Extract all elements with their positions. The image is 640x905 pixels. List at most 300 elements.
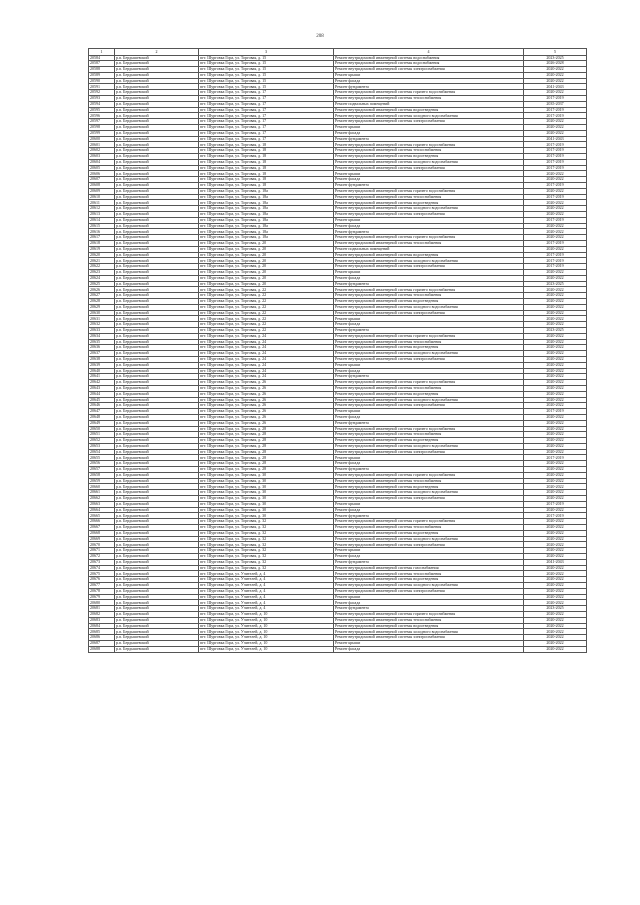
cell-address: пгт. Шурговка Гора, ул. Торговая, д. 18а bbox=[199, 229, 334, 235]
cell-settlement: р.п. Бердышевский bbox=[115, 606, 199, 612]
cell-period: 2017-2019 bbox=[524, 264, 587, 270]
cell-number: 20670 bbox=[89, 542, 115, 548]
cell-number: 20605 bbox=[89, 165, 115, 171]
cell-address: пгт. Шурговка Гора, ул. Торговая, д. 17 bbox=[199, 90, 334, 96]
cell-number: 20676 bbox=[89, 577, 115, 583]
cell-address: пгт. Шурговка Гора, ул. Торговая, д. 18а bbox=[199, 200, 334, 206]
cell-work-type: Ремонт крыши bbox=[334, 409, 524, 415]
cell-number: 20660 bbox=[89, 484, 115, 490]
cell-period: 2023-2025 bbox=[524, 606, 587, 612]
cell-work-type: Ремонт внутридомовой инженерной системы водоснабжения bbox=[334, 61, 524, 67]
cell-settlement: р.п. Бердышевский bbox=[115, 409, 199, 415]
column-header-address: 3 bbox=[199, 49, 334, 56]
cell-address: пгт. Шурговка Гора, ул. Торговая, д. 32 bbox=[199, 554, 334, 560]
cell-number: 20637 bbox=[89, 351, 115, 357]
cell-settlement: р.п. Бердышевский bbox=[115, 484, 199, 490]
cell-period: 2017-2019 bbox=[524, 409, 587, 415]
cell-address: пгт. Шурговка Гора, ул. Торговая, д. 22 bbox=[199, 293, 334, 299]
cell-settlement: р.п. Бердышевский bbox=[115, 72, 199, 78]
cell-work-type: Ремонт внутридомовой инженерной системы электроснабжения bbox=[334, 496, 524, 502]
cell-number: 20636 bbox=[89, 345, 115, 351]
cell-address: пгт. Шурговка Гора, ул. Торговая, д. 15 bbox=[199, 72, 334, 78]
cell-address: пгт. Шурговка Гора, ул. Торговая, д. 26 bbox=[199, 420, 334, 426]
cell-number: 20662 bbox=[89, 496, 115, 502]
cell-number: 20681 bbox=[89, 606, 115, 612]
cell-settlement: р.п. Бердышевский bbox=[115, 217, 199, 223]
cell-address: пгт. Шурговка Гора, ул. Торговая, д. 24 bbox=[199, 374, 334, 380]
cell-work-type: Ремонт внутридомовой инженерной системы теплоснабжения bbox=[334, 525, 524, 531]
cell-settlement: р.п. Бердышевский bbox=[115, 588, 199, 594]
cell-work-type: Ремонт внутридомовой инженерной системы водоотведения bbox=[334, 345, 524, 351]
cell-address: пгт. Шурговка Гора, ул. Торговая, д. 17 bbox=[199, 125, 334, 131]
cell-address: пгт. Шурговка Гора, ул. Торговая, д. 30 bbox=[199, 507, 334, 513]
cell-work-type: Ремонт внутридомовой инженерной системы газоснабжения bbox=[334, 565, 524, 571]
cell-period: 2020-2022 bbox=[524, 519, 587, 525]
cell-number: 20645 bbox=[89, 397, 115, 403]
cell-address: пгт. Шурговка Гора, ул. Торговая, д. 22 bbox=[199, 298, 334, 304]
cell-number: 20667 bbox=[89, 525, 115, 531]
cell-settlement: р.п. Бердышевский bbox=[115, 84, 199, 90]
cell-number: 20627 bbox=[89, 293, 115, 299]
cell-settlement: р.п. Бердышевский bbox=[115, 345, 199, 351]
cell-number: 20649 bbox=[89, 420, 115, 426]
cell-settlement: р.п. Бердышевский bbox=[115, 212, 199, 218]
cell-work-type: Ремонт внутридомовой инженерной системы горячего водоснабжения bbox=[334, 90, 524, 96]
cell-work-type: Ремонт фасада bbox=[334, 78, 524, 84]
cell-address: пгт. Шурговка Гора, ул. Торговая, д. 18 bbox=[199, 165, 334, 171]
cell-number: 20684 bbox=[89, 623, 115, 629]
cell-work-type: Ремонт фундамента bbox=[334, 84, 524, 90]
cell-settlement: р.п. Бердышевский bbox=[115, 281, 199, 287]
cell-settlement: р.п. Бердышевский bbox=[115, 565, 199, 571]
cell-settlement: р.п. Бердышевский bbox=[115, 183, 199, 189]
cell-number: 20599 bbox=[89, 130, 115, 136]
cell-period: 2020-2022 bbox=[524, 223, 587, 229]
cell-number: 20609 bbox=[89, 188, 115, 194]
cell-address: пгт. Шурговка Гора, ул. Торговая, д. 28 bbox=[199, 461, 334, 467]
cell-number: 20625 bbox=[89, 281, 115, 287]
cell-number: 20666 bbox=[89, 519, 115, 525]
cell-number: 20652 bbox=[89, 438, 115, 444]
cell-work-type: Ремонт внутридомовой инженерной системы холодного водоснабжения bbox=[334, 583, 524, 589]
cell-settlement: р.п. Бердышевский bbox=[115, 130, 199, 136]
cell-address: пгт. Шурговка Гора, ул. Учителей, д. 10 bbox=[199, 629, 334, 635]
cell-number: 20617 bbox=[89, 235, 115, 241]
cell-period: 2020-2022 bbox=[524, 119, 587, 125]
cell-work-type: Ремонт внутридомовой инженерной системы электроснабжения bbox=[334, 264, 524, 270]
cell-number: 20607 bbox=[89, 177, 115, 183]
cell-number: 20614 bbox=[89, 217, 115, 223]
cell-period: 2020-2022 bbox=[524, 612, 587, 618]
cell-address: пгт. Шурговка Гора, ул. Торговая, д. 20 bbox=[199, 241, 334, 247]
cell-address: пгт. Шурговка Гора, ул. Торговая, д. 32 bbox=[199, 565, 334, 571]
cell-number: 20596 bbox=[89, 113, 115, 119]
cell-settlement: р.п. Бердышевский bbox=[115, 519, 199, 525]
cell-address: пгт. Шурговка Гора, ул. Торговая, д. 32 bbox=[199, 536, 334, 542]
cell-period: 2020-2022 bbox=[524, 426, 587, 432]
cell-settlement: р.п. Бердышевский bbox=[115, 403, 199, 409]
cell-work-type: Ремонт крыши bbox=[334, 501, 524, 507]
cell-period: 2020-2022 bbox=[524, 351, 587, 357]
cell-period: 2020-2022 bbox=[524, 571, 587, 577]
cell-number: 20621 bbox=[89, 258, 115, 264]
cell-period: 2020-2022 bbox=[524, 565, 587, 571]
cell-work-type: Ремонт внутридомовой инженерной системы холодного водоснабжения bbox=[334, 351, 524, 357]
cell-address: пгт. Шурговка Гора, ул. Торговая, д. 28 bbox=[199, 438, 334, 444]
cell-settlement: р.п. Бердышевский bbox=[115, 275, 199, 281]
cell-settlement: р.п. Бердышевский bbox=[115, 542, 199, 548]
cell-number: 20615 bbox=[89, 223, 115, 229]
cell-address: пгт. Шурговка Гора, ул. Торговая, д. 28 bbox=[199, 426, 334, 432]
cell-address: пгт. Шурговка Гора, ул. Торговая, д. 30 bbox=[199, 490, 334, 496]
cell-period: 2017-2019 bbox=[524, 96, 587, 102]
cell-number: 20675 bbox=[89, 571, 115, 577]
cell-work-type: Ремонт внутридомовой инженерной системы теплоснабжения bbox=[334, 241, 524, 247]
cell-address: пгт. Шурговка Гора, ул. Торговая, д. 30 bbox=[199, 484, 334, 490]
cell-address: пгт. Шурговка Гора, ул. Торговая, д. 18а bbox=[199, 188, 334, 194]
cell-address: пгт. Шурговка Гора, ул. Торговая, д. 15 bbox=[199, 67, 334, 73]
cell-work-type: Ремонт внутридомовой инженерной системы холодного водоснабжения bbox=[334, 443, 524, 449]
cell-address: пгт. Шурговка Гора, ул. Учителей, д. 10 bbox=[199, 612, 334, 618]
cell-settlement: р.п. Бердышевский bbox=[115, 246, 199, 252]
cell-number: 20619 bbox=[89, 246, 115, 252]
cell-work-type: Ремонт фундамента bbox=[334, 374, 524, 380]
cell-settlement: р.п. Бердышевский bbox=[115, 316, 199, 322]
cell-settlement: р.п. Бердышевский bbox=[115, 513, 199, 519]
cell-address: пгт. Шурговка Гора, ул. Учителей, д. 4 bbox=[199, 606, 334, 612]
cell-period: 2017-2019 bbox=[524, 258, 587, 264]
cell-settlement: р.п. Бердышевский bbox=[115, 339, 199, 345]
cell-work-type: Ремонт фасада bbox=[334, 461, 524, 467]
cell-period: 2020-2022 bbox=[524, 345, 587, 351]
cell-settlement: р.п. Бердышевский bbox=[115, 426, 199, 432]
cell-settlement: р.п. Бердышевский bbox=[115, 397, 199, 403]
cell-work-type: Ремонт фасада bbox=[334, 368, 524, 374]
cell-number: 20646 bbox=[89, 403, 115, 409]
cell-work-type: Ремонт фундамента bbox=[334, 281, 524, 287]
cell-number: 20658 bbox=[89, 472, 115, 478]
cell-settlement: р.п. Бердышевский bbox=[115, 635, 199, 641]
cell-settlement: р.п. Бердышевский bbox=[115, 229, 199, 235]
cell-settlement: р.п. Бердышевский bbox=[115, 507, 199, 513]
cell-period: 2020-2022 bbox=[524, 438, 587, 444]
cell-address: пгт. Шурговка Гора, ул. Торговая, д. 18 bbox=[199, 154, 334, 160]
cell-period: 2020-2022 bbox=[524, 577, 587, 583]
cell-address: пгт. Шурговка Гора, ул. Торговая, д. 24 bbox=[199, 362, 334, 368]
cell-work-type: Ремонт внутридомовой инженерной системы водоотведения bbox=[334, 484, 524, 490]
cell-address: пгт. Шурговка Гора, ул. Торговая, д. 22 bbox=[199, 316, 334, 322]
cell-address: пгт. Шурговка Гора, ул. Торговая, д. 24 bbox=[199, 339, 334, 345]
cell-number: 20659 bbox=[89, 478, 115, 484]
cell-number: 20635 bbox=[89, 339, 115, 345]
cell-settlement: р.п. Бердышевский bbox=[115, 252, 199, 258]
cell-period: 2020-2022 bbox=[524, 310, 587, 316]
cell-settlement: р.п. Бердышевский bbox=[115, 478, 199, 484]
cell-address: пгт. Шурговка Гора, ул. Торговая, д. 32 bbox=[199, 525, 334, 531]
cell-work-type: Ремонт внутридомовой инженерной системы электроснабжения bbox=[334, 165, 524, 171]
cell-work-type: Ремонт внутридомовой инженерной системы электроснабжения bbox=[334, 310, 524, 316]
cell-period: 2020-2022 bbox=[524, 212, 587, 218]
cell-address: пгт. Шурговка Гора, ул. Торговая, д. 18а bbox=[199, 212, 334, 218]
cell-work-type: Ремонт внутридомовой инженерной системы электроснабжения bbox=[334, 67, 524, 73]
cell-work-type: Ремонт внутридомовой инженерной системы теплоснабжения bbox=[334, 148, 524, 154]
cell-settlement: р.п. Бердышевский bbox=[115, 269, 199, 275]
cell-work-type: Ремонт внутридомовой инженерной системы водоотведения bbox=[334, 200, 524, 206]
cell-settlement: р.п. Бердышевский bbox=[115, 461, 199, 467]
cell-address: пгт. Шурговка Гора, ул. Торговая, д. 32 bbox=[199, 530, 334, 536]
cell-address: пгт. Шурговка Гора, ул. Торговая, д. 18а bbox=[199, 223, 334, 229]
cell-number: 20602 bbox=[89, 148, 115, 154]
cell-period: 2017-2019 bbox=[524, 165, 587, 171]
cell-work-type: Ремонт внутридомовой инженерной системы водоотведения bbox=[334, 438, 524, 444]
cell-number: 20630 bbox=[89, 310, 115, 316]
cell-period: 2020-2022 bbox=[524, 368, 587, 374]
cell-number: 20685 bbox=[89, 629, 115, 635]
cell-address: пгт. Шурговка Гора, ул. Торговая, д. 20 bbox=[199, 269, 334, 275]
cell-address: пгт. Шурговка Гора, ул. Торговая, д. 32 bbox=[199, 519, 334, 525]
cell-work-type: Ремонт внутридомовой инженерной системы горячего водоснабжения bbox=[334, 472, 524, 478]
cell-settlement: р.п. Бердышевский bbox=[115, 420, 199, 426]
cell-settlement: р.п. Бердышевский bbox=[115, 61, 199, 67]
cell-period: 2041-2043 bbox=[524, 559, 587, 565]
cell-address: пгт. Шурговка Гора, ул. Торговая, д. 32 bbox=[199, 548, 334, 554]
cell-address: пгт. Шурговка Гора, ул. Торговая, д. 26 bbox=[199, 391, 334, 397]
cell-number: 20672 bbox=[89, 554, 115, 560]
cell-period: 2020-2022 bbox=[524, 420, 587, 426]
cell-period: 2020-2022 bbox=[524, 629, 587, 635]
cell-settlement: р.п. Бердышевский bbox=[115, 113, 199, 119]
cell-number: 20587 bbox=[89, 61, 115, 67]
cell-address: пгт. Шурговка Гора, ул. Торговая, д. 30 bbox=[199, 501, 334, 507]
cell-address: пгт. Шурговка Гора, ул. Торговая, д. 22 bbox=[199, 310, 334, 316]
cell-period: 2017-2019 bbox=[524, 113, 587, 119]
cell-work-type: Ремонт фундамента bbox=[334, 327, 524, 333]
cell-period: 2020-2022 bbox=[524, 449, 587, 455]
cell-address: пгт. Шурговка Гора, ул. Торговая, д. 24 bbox=[199, 345, 334, 351]
cell-period: 2020-2022 bbox=[524, 339, 587, 345]
cell-number: 20595 bbox=[89, 107, 115, 113]
cell-period: 2020-2022 bbox=[524, 380, 587, 386]
cell-address: пгт. Шурговка Гора, ул. Торговая, д. 17 bbox=[199, 136, 334, 142]
cell-work-type: Ремонт крыши bbox=[334, 548, 524, 554]
cell-work-type: Ремонт фундамента bbox=[334, 606, 524, 612]
cell-address: пгт. Шурговка Гора, ул. Торговая, д. 30 bbox=[199, 472, 334, 478]
cell-number: 20631 bbox=[89, 316, 115, 322]
cell-number: 20629 bbox=[89, 304, 115, 310]
cell-address: пгт. Шурговка Гора, ул. Учителей, д. 4 bbox=[199, 600, 334, 606]
cell-number: 20648 bbox=[89, 414, 115, 420]
cell-work-type: Ремонт фасада bbox=[334, 223, 524, 229]
cell-number: 20610 bbox=[89, 194, 115, 200]
cell-number: 20663 bbox=[89, 501, 115, 507]
cell-period: 2035-2037 bbox=[524, 101, 587, 107]
cell-settlement: р.п. Бердышевский bbox=[115, 171, 199, 177]
cell-work-type: Ремонт фасада bbox=[334, 646, 524, 652]
cell-address: пгт. Шурговка Гора, ул. Торговая, д. 26 bbox=[199, 380, 334, 386]
cell-work-type: Ремонт внутридомовой инженерной системы водоотведения bbox=[334, 623, 524, 629]
cell-work-type: Ремонт внутридомовой инженерной системы холодного водоснабжения bbox=[334, 397, 524, 403]
cell-period: 2041-2043 bbox=[524, 84, 587, 90]
cell-address: пгт. Шурговка Гора, ул. Торговая, д. 18а bbox=[199, 206, 334, 212]
cell-settlement: р.п. Бердышевский bbox=[115, 530, 199, 536]
cell-period: 2020-2022 bbox=[524, 171, 587, 177]
cell-period: 2020-2022 bbox=[524, 536, 587, 542]
cell-period: 2020-2022 bbox=[524, 490, 587, 496]
cell-address: пгт. Шурговка Гора, ул. Торговая, д. 15 bbox=[199, 78, 334, 84]
cell-settlement: р.п. Бердышевский bbox=[115, 206, 199, 212]
column-header-work-type: 4 bbox=[334, 49, 524, 56]
cell-address: пгт. Шурговка Гора, ул. Торговая, д. 18 bbox=[199, 148, 334, 154]
cell-work-type: Ремонт фундамента bbox=[334, 183, 524, 189]
cell-period: 2020-2022 bbox=[524, 78, 587, 84]
cell-number: 20618 bbox=[89, 241, 115, 247]
cell-address: пгт. Шурговка Гора, ул. Торговая, д. 28 bbox=[199, 443, 334, 449]
cell-period: 2020-2022 bbox=[524, 472, 587, 478]
cell-work-type: Ремонт внутридомовой инженерной системы водоотведения bbox=[334, 154, 524, 160]
cell-work-type: Ремонт внутридомовой инженерной системы электроснабжения bbox=[334, 212, 524, 218]
cell-address: пгт. Шурговка Гора, ул. Торговая, д. 22 bbox=[199, 287, 334, 293]
cell-settlement: р.п. Бердышевский bbox=[115, 501, 199, 507]
cell-settlement: р.п. Бердышевский bbox=[115, 617, 199, 623]
cell-work-type: Ремонт крыши bbox=[334, 72, 524, 78]
cell-number: 20638 bbox=[89, 356, 115, 362]
cell-number: 20612 bbox=[89, 206, 115, 212]
cell-number: 20641 bbox=[89, 374, 115, 380]
cell-address: пгт. Шурговка Гора, ул. Торговая, д. 28 bbox=[199, 467, 334, 473]
cell-work-type: Ремонт внутридомовой инженерной системы электроснабжения bbox=[334, 403, 524, 409]
cell-period: 2020-2022 bbox=[524, 188, 587, 194]
cell-address: пгт. Шурговка Гора, ул. Учителей, д. 4 bbox=[199, 583, 334, 589]
cell-number: 20634 bbox=[89, 333, 115, 339]
cell-period: 2020-2022 bbox=[524, 617, 587, 623]
cell-settlement: р.п. Бердышевский bbox=[115, 548, 199, 554]
cell-settlement: р.п. Бердышевский bbox=[115, 391, 199, 397]
cell-number: 20593 bbox=[89, 96, 115, 102]
cell-period: 2017-2019 bbox=[524, 142, 587, 148]
cell-address: пгт. Шурговка Гора, ул. Торговая, д. 22 bbox=[199, 327, 334, 333]
cell-number: 20661 bbox=[89, 490, 115, 496]
cell-settlement: р.п. Бердышевский bbox=[115, 287, 199, 293]
cell-period: 2020-2022 bbox=[524, 525, 587, 531]
cell-address: пгт. Шурговка Гора, ул. Торговая, д. 20 bbox=[199, 252, 334, 258]
cell-address: пгт. Шурговка Гора, ул. Торговая, д. 22 bbox=[199, 322, 334, 328]
cell-work-type: Ремонт внутридомовой инженерной системы электроснабжения bbox=[334, 542, 524, 548]
cell-settlement: р.п. Бердышевский bbox=[115, 554, 199, 560]
cell-address: пгт. Шурговка Гора, ул. Учителей, д. 10 bbox=[199, 640, 334, 646]
page-number: 208 bbox=[316, 34, 324, 39]
cell-period: 2026-2028 bbox=[524, 61, 587, 67]
cell-settlement: р.п. Бердышевский bbox=[115, 577, 199, 583]
cell-work-type: Ремонт внутридомовой инженерной системы теплоснабжения bbox=[334, 617, 524, 623]
cell-period: 2020-2022 bbox=[524, 594, 587, 600]
cell-settlement: р.п. Бердышевский bbox=[115, 327, 199, 333]
cell-period: 2020-2022 bbox=[524, 298, 587, 304]
cell-work-type: Ремонт внутридомовой инженерной системы горячего водоснабжения bbox=[334, 426, 524, 432]
cell-period: 2020-2022 bbox=[524, 304, 587, 310]
cell-address: пгт. Шурговка Гора, ул. Торговая, д. 15 bbox=[199, 55, 334, 61]
cell-period: 2020-2022 bbox=[524, 125, 587, 131]
cell-number: 20632 bbox=[89, 322, 115, 328]
cell-number: 20642 bbox=[89, 380, 115, 386]
cell-settlement: р.п. Бердышевский bbox=[115, 449, 199, 455]
cell-address: пгт. Шурговка Гора, ул. Торговая, д. 26 bbox=[199, 397, 334, 403]
cell-work-type: Ремонт крыши bbox=[334, 171, 524, 177]
cell-address: пгт. Шурговка Гора, ул. Торговая, д. 17 bbox=[199, 130, 334, 136]
cell-work-type: Ремонт внутридомовой инженерной системы горячего водоснабжения bbox=[334, 519, 524, 525]
cell-number: 20592 bbox=[89, 90, 115, 96]
cell-settlement: р.п. Бердышевский bbox=[115, 119, 199, 125]
cell-number: 20668 bbox=[89, 530, 115, 536]
cell-number: 20590 bbox=[89, 78, 115, 84]
cell-period: 2020-2022 bbox=[524, 623, 587, 629]
cell-number: 20677 bbox=[89, 583, 115, 589]
cell-period: 2020-2022 bbox=[524, 554, 587, 560]
cell-settlement: р.п. Бердышевский bbox=[115, 101, 199, 107]
cell-period: 2020-2022 bbox=[524, 467, 587, 473]
cell-work-type: Ремонт внутридомовой инженерной системы электроснабжения bbox=[334, 449, 524, 455]
cell-address: пгт. Шурговка Гора, ул. Торговая, д. 17 bbox=[199, 101, 334, 107]
cell-address: пгт. Шурговка Гора, ул. Торговая, д. 18а bbox=[199, 194, 334, 200]
table-row bbox=[89, 646, 587, 652]
cell-settlement: р.п. Бердышевский bbox=[115, 107, 199, 113]
cell-address: пгт. Шурговка Гора, ул. Торговая, д. 17 bbox=[199, 113, 334, 119]
cell-settlement: р.п. Бердышевский bbox=[115, 90, 199, 96]
cell-work-type: Ремонт внутридомовой инженерной системы водоснабжения bbox=[334, 55, 524, 61]
cell-number: 20657 bbox=[89, 467, 115, 473]
cell-number: 20594 bbox=[89, 101, 115, 107]
cell-settlement: р.п. Бердышевский bbox=[115, 356, 199, 362]
cell-address: пгт. Шурговка Гора, ул. Торговая, д. 24 bbox=[199, 368, 334, 374]
cell-settlement: р.п. Бердышевский bbox=[115, 264, 199, 270]
cell-number: 20622 bbox=[89, 264, 115, 270]
cell-settlement: р.п. Бердышевский bbox=[115, 142, 199, 148]
cell-work-type: Ремонт крыши bbox=[334, 269, 524, 275]
cell-address: пгт. Шурговка Гора, ул. Учителей, д. 10 bbox=[199, 646, 334, 652]
cell-number: 20647 bbox=[89, 409, 115, 415]
cell-number: 20688 bbox=[89, 646, 115, 652]
cell-number: 20640 bbox=[89, 368, 115, 374]
cell-settlement: р.п. Бердышевский bbox=[115, 455, 199, 461]
cell-address: пгт. Шурговка Гора, ул. Торговая, д. 26 bbox=[199, 385, 334, 391]
cell-settlement: р.п. Бердышевский bbox=[115, 612, 199, 618]
cell-address: пгт. Шурговка Гора, ул. Торговая, д. 20 bbox=[199, 246, 334, 252]
table-body bbox=[89, 55, 587, 652]
cell-period: 2017-2019 bbox=[524, 183, 587, 189]
cell-number: 20683 bbox=[89, 617, 115, 623]
cell-settlement: р.п. Бердышевский bbox=[115, 496, 199, 502]
cell-period: 2020-2022 bbox=[524, 322, 587, 328]
cell-period: 2017-2019 bbox=[524, 513, 587, 519]
cell-address: пгт. Шурговка Гора, ул. Торговая, д. 20 bbox=[199, 258, 334, 264]
cell-address: пгт. Шурговка Гора, ул. Торговая, д. 17 bbox=[199, 107, 334, 113]
cell-work-type: Ремонт крыши bbox=[334, 455, 524, 461]
cell-settlement: р.п. Бердышевский bbox=[115, 96, 199, 102]
cell-address: пгт. Шурговка Гора, ул. Торговая, д. 20 bbox=[199, 264, 334, 270]
cell-period: 2020-2022 bbox=[524, 130, 587, 136]
cell-settlement: р.п. Бердышевский bbox=[115, 322, 199, 328]
cell-address: пгт. Шурговка Гора, ул. Учителей, д. 10 bbox=[199, 635, 334, 641]
cell-number: 20656 bbox=[89, 461, 115, 467]
cell-number: 20680 bbox=[89, 600, 115, 606]
cell-period: 2020-2022 bbox=[524, 333, 587, 339]
cell-settlement: р.п. Бердышевский bbox=[115, 125, 199, 131]
cell-address: пгт. Шурговка Гора, ул. Учителей, д. 10 bbox=[199, 617, 334, 623]
cell-period: 2020-2022 bbox=[524, 246, 587, 252]
cell-address: пгт. Шурговка Гора, ул. Торговая, д. 32 bbox=[199, 559, 334, 565]
cell-number: 20591 bbox=[89, 84, 115, 90]
cell-settlement: р.п. Бердышевский bbox=[115, 629, 199, 635]
cell-settlement: р.п. Бердышевский bbox=[115, 258, 199, 264]
